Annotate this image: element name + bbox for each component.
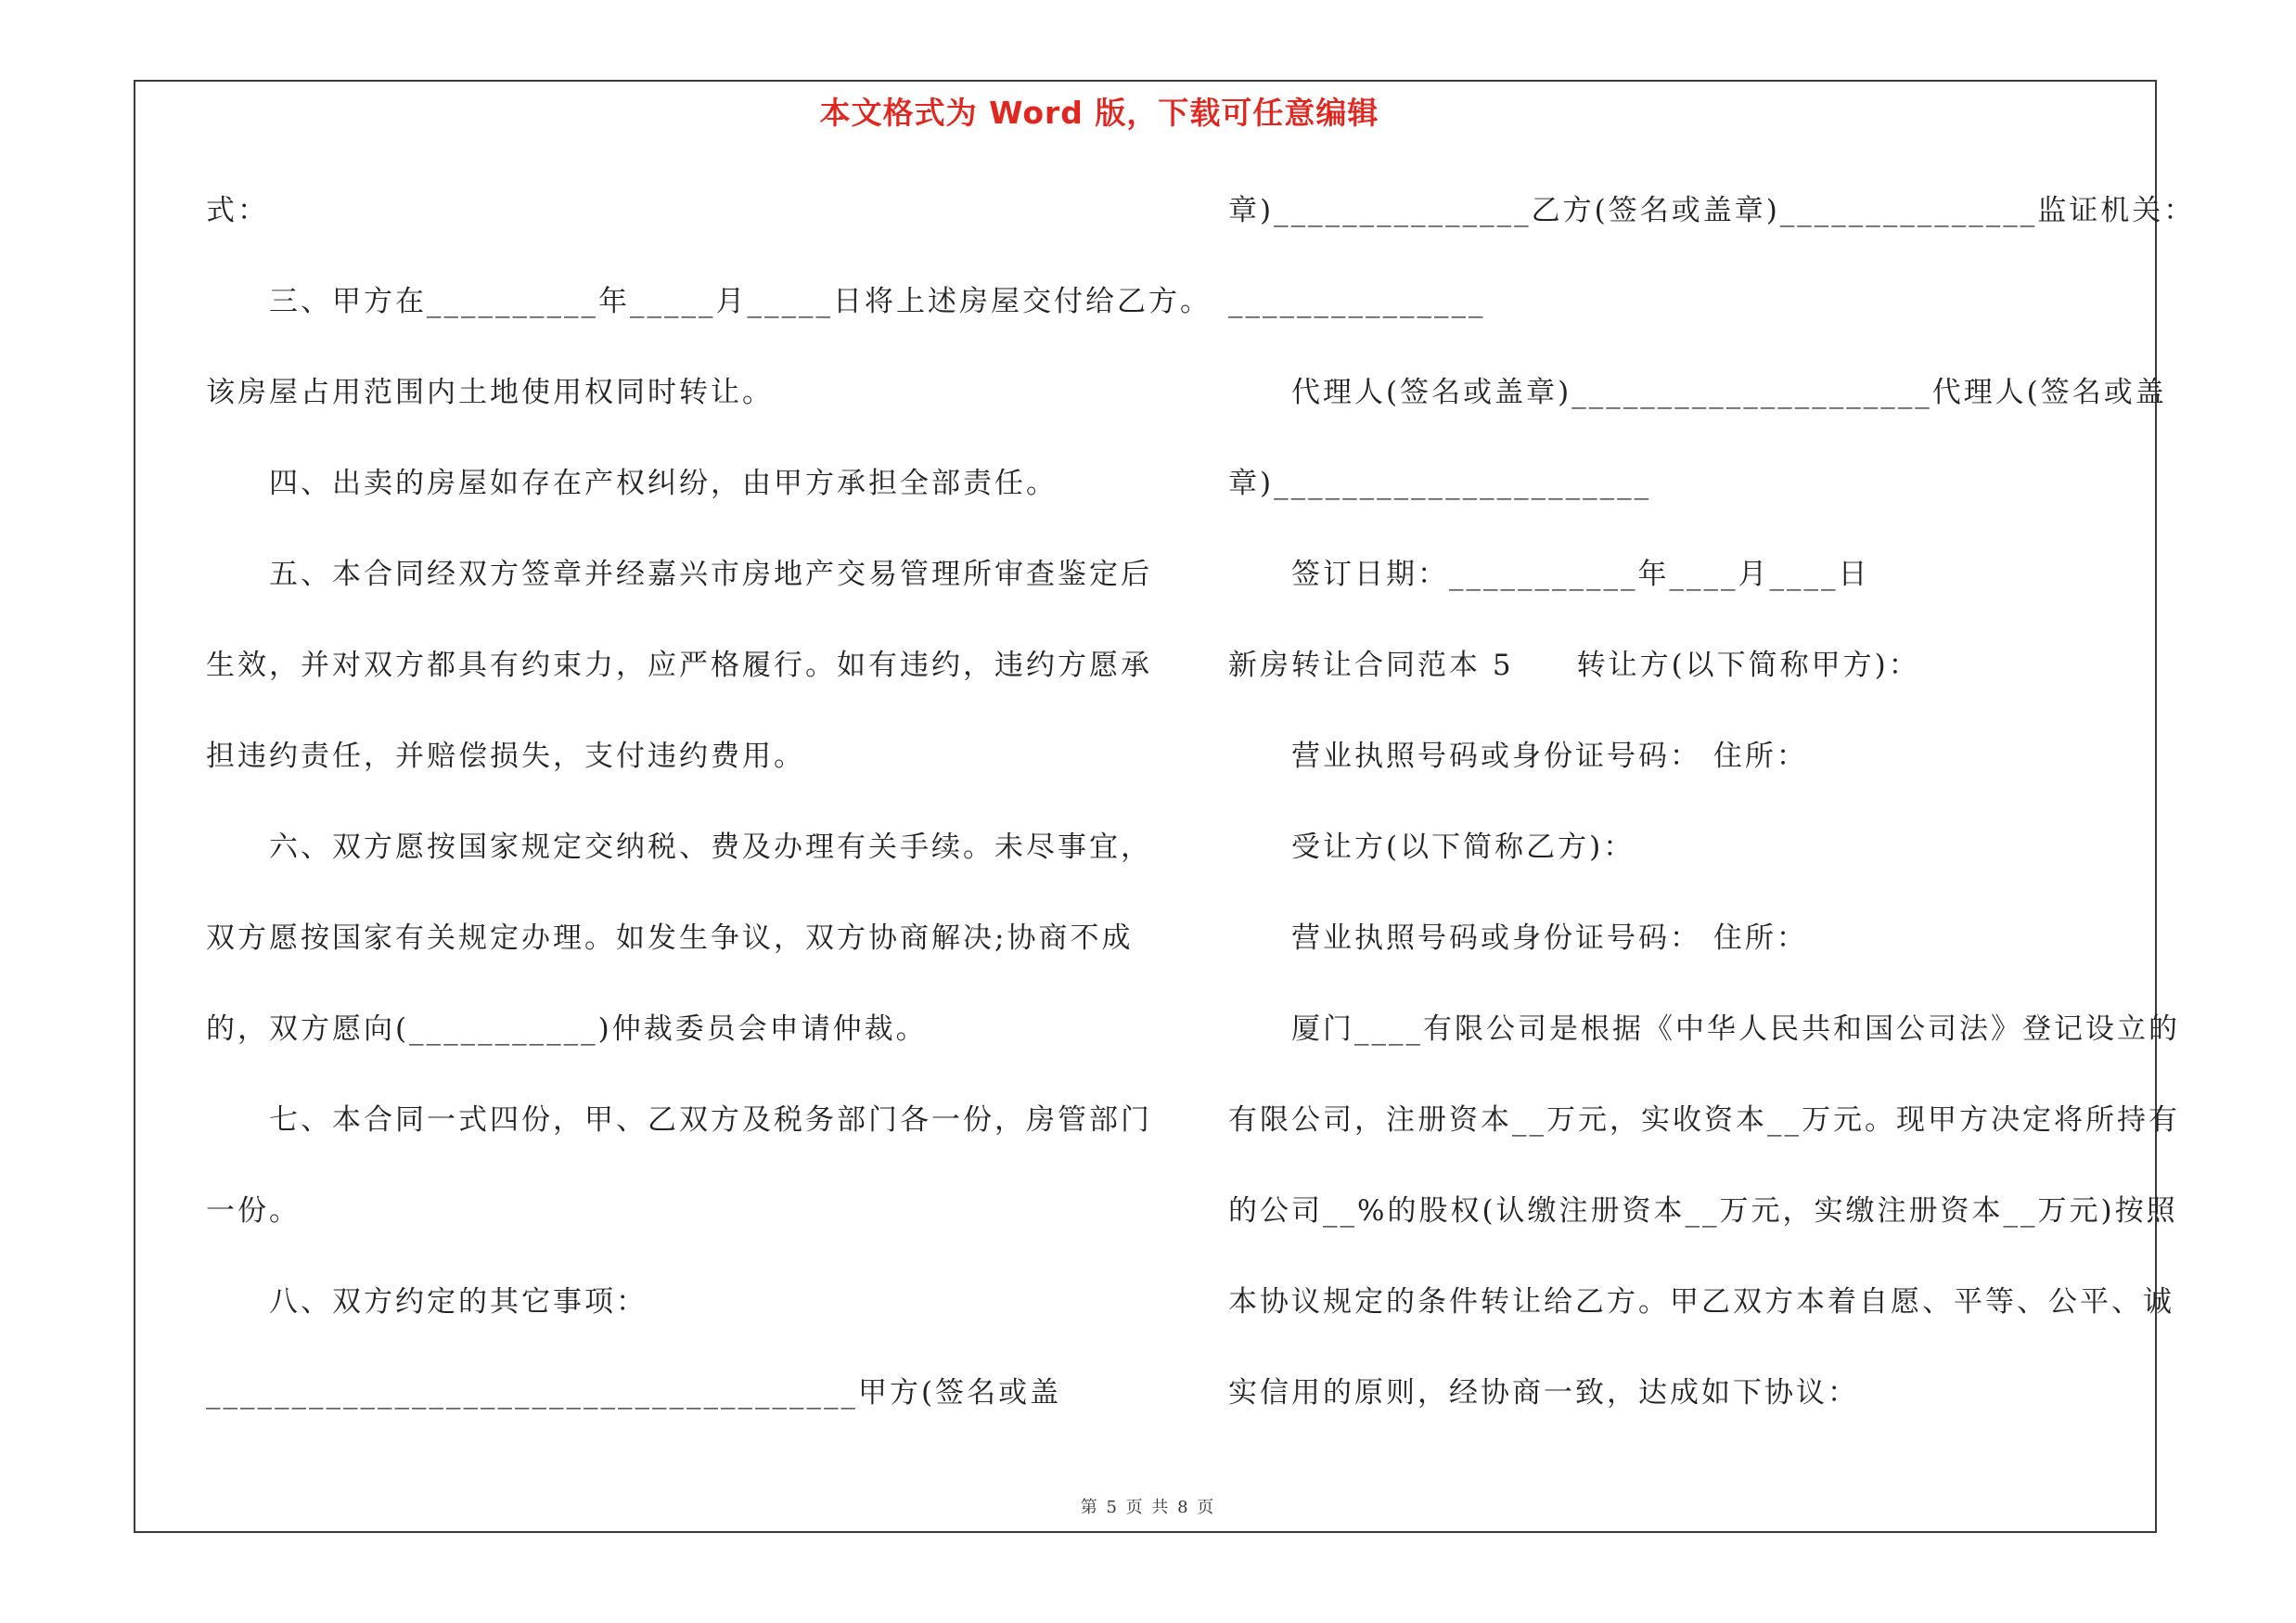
text-line: 三、甲方在__________年_____月_____日将上述房屋交付给乙方。 xyxy=(269,285,1212,318)
text-line: 新房转让合同范本 5 转让方(以下简称甲方)： xyxy=(1228,649,1920,682)
text-line: 双方愿按国家有关规定办理。如发生争议，双方协商解决;协商不成 xyxy=(206,921,1134,955)
text-line: 营业执照号码或身份证号码： 住所： xyxy=(1291,740,1808,773)
text-line: 代理人(签名或盖章)_____________________代理人(签名或盖 xyxy=(1291,376,2167,409)
header-banner: 本文格式为 Word 版，下载可任意编辑 xyxy=(819,95,1379,131)
text-line: _______________ xyxy=(1228,285,1486,318)
text-line: 章)_______________乙方(签名或盖章)_______________监证机关： xyxy=(1228,194,2196,227)
text-line: 一份。 xyxy=(206,1194,301,1228)
right-column xyxy=(1228,183,2196,1456)
text-line: 本协议规定的条件转让给乙方。甲乙双方本着自愿、平等、公平、诚 xyxy=(1228,1285,2174,1319)
left-column xyxy=(206,183,1212,1456)
text-line: 七、本合同一式四份，甲、乙双方及税务部门各一份，房管部门 xyxy=(269,1103,1152,1137)
text-line: 章)______________________ xyxy=(1228,467,1652,500)
text-line: 生效，并对双方都具有约束力，应严格履行。如有违约，违约方愿承 xyxy=(206,649,1152,682)
text-line: 受让方(以下简称乙方)： xyxy=(1291,831,1635,864)
text-line: 有限公司，注册资本__万元，实收资本__万元。现甲方决定将所持有 xyxy=(1228,1103,2180,1137)
text-line: 该房屋占用范围内土地使用权同时转让。 xyxy=(206,376,774,409)
text-line: 的公司__%的股权(认缴注册资本__万元，实缴注册资本__万元)按照 xyxy=(1228,1194,2178,1228)
text-line: 营业执照号码或身份证号码： 住所： xyxy=(1291,921,1808,955)
text-line: 担违约责任，并赔偿损失，支付违约费用。 xyxy=(206,740,805,773)
text-line: 式： xyxy=(206,194,269,227)
text-line: 八、双方约定的其它事项： xyxy=(269,1285,648,1319)
text-line: 实信用的原则，经协商一致，达成如下协议： xyxy=(1228,1376,1859,1410)
text-line: 厦门____有限公司是根据《中华人民共和国公司法》登记设立的 xyxy=(1291,1012,2180,1046)
page-number: 第 5 页 共 8 页 xyxy=(1080,1498,1216,1517)
text-line: ______________________________________甲方(签名或盖 xyxy=(206,1376,1062,1410)
text-line: 五、本合同经双方签章并经嘉兴市房地产交易管理所审查鉴定后 xyxy=(269,558,1152,591)
text-line: 六、双方愿按国家规定交纳税、费及办理有关手续。未尽事宜， xyxy=(269,831,1152,864)
text-line: 签订日期：___________年____月____日 xyxy=(1291,558,1870,591)
text-line: 的，双方愿向(___________)仲裁委员会申请仲裁。 xyxy=(206,1012,928,1046)
text-line: 四、出卖的房屋如存在产权纠纷，由甲方承担全部责任。 xyxy=(269,467,1058,500)
